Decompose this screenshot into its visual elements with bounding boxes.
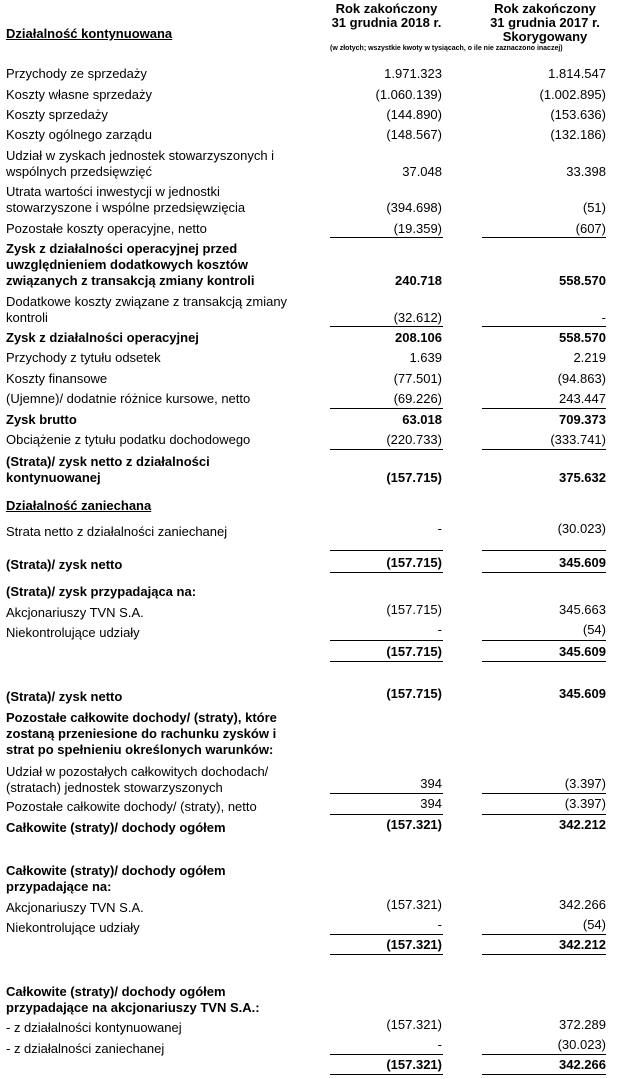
value-2018: 394 xyxy=(420,776,442,791)
value-2018: - xyxy=(437,521,442,536)
divider xyxy=(330,408,443,409)
value-2018: (69.226) xyxy=(393,391,442,406)
row-label: (Strata)/ zysk netto xyxy=(6,557,123,572)
divider xyxy=(330,814,443,815)
value-2017: 243.447 xyxy=(559,391,606,406)
divider xyxy=(330,661,443,662)
row-label: Dodatkowe koszty związane z transakcją zmiany xyxy=(6,294,288,309)
value-2017: (333.741) xyxy=(550,432,606,447)
header-line: Rok zakończony xyxy=(335,1,438,16)
divider xyxy=(482,326,606,327)
value-2018: 1.971.323 xyxy=(384,66,442,81)
value-2017: 342.266 xyxy=(559,897,606,912)
section-title: Działalność kontynuowana xyxy=(6,26,173,41)
header-line: 31 grudnia 2017 r. xyxy=(490,15,600,30)
row-label: Akcjonariuszy TVN S.A. xyxy=(6,605,144,620)
divider xyxy=(482,640,606,641)
row-label-cont: wspólnych przedsięwzięć xyxy=(6,164,152,179)
value-2017: (30.023) xyxy=(557,1037,606,1052)
value-2017: 33.398 xyxy=(566,164,606,179)
value-2018: (19.359) xyxy=(393,221,442,236)
divider xyxy=(330,449,443,450)
value-2018: - xyxy=(437,1037,442,1052)
row-label: Obciążenie z tytułu podatku dochodowego xyxy=(6,432,251,447)
row-label: Zysk z działalności operacyjnej xyxy=(6,330,199,345)
row-label-cont: (stratach) jednostek stowarzyszonych xyxy=(6,780,223,795)
value-2018: (1.060.139) xyxy=(375,87,442,102)
divider xyxy=(482,793,606,794)
value-2017: 1.814.547 xyxy=(548,66,606,81)
value-2017: (94.863) xyxy=(557,371,606,386)
row-label: (Strata)/ zysk netto z działalności xyxy=(6,454,210,469)
value-2018: 394 xyxy=(420,796,442,811)
divider xyxy=(482,572,606,573)
divider xyxy=(330,1054,443,1055)
divider xyxy=(482,954,606,955)
row-label: Akcjonariuszy TVN S.A. xyxy=(6,900,144,915)
value-2017: 2.219 xyxy=(573,350,606,365)
row-label: Zysk z działalności operacyjnej przed xyxy=(6,241,238,256)
row-label: (Ujemne)/ dodatnie różnice kursowe, netto xyxy=(6,391,251,406)
column-header-2018 xyxy=(330,2,443,30)
row-label: Koszty finansowe xyxy=(6,371,108,386)
divider xyxy=(330,793,443,794)
divider xyxy=(482,661,606,662)
row-label: Całkowite (straty)/ dochody ogółem xyxy=(6,863,226,878)
row-label-cont: kontynuowanej xyxy=(6,470,101,485)
row-label: (Strata)/ zysk netto xyxy=(6,689,123,704)
value-2018: (394.698) xyxy=(386,200,442,215)
row-label: Pozostałe całkowite dochody/ (straty), które xyxy=(6,710,277,725)
row-label: Udział w pozostałych całkowitych dochodach/ xyxy=(6,764,269,779)
value-2018: - xyxy=(437,622,442,637)
row-label: Udział w zyskach jednostek stowarzyszonych i xyxy=(6,148,275,163)
row-label: Pozostałe całkowite dochody/ (straty), netto xyxy=(6,799,257,814)
subtotal-2018: (157.715) xyxy=(386,644,442,659)
value-2017: 375.632 xyxy=(559,470,606,485)
row-label-cont: przypadające na: xyxy=(6,879,112,894)
row-label-cont: kontroli xyxy=(6,310,48,325)
subtotal-2017: 345.609 xyxy=(559,644,606,659)
divider xyxy=(330,550,443,551)
header-line: Rok zakończony xyxy=(494,1,596,16)
divider xyxy=(482,550,606,551)
value-2018: - xyxy=(437,917,442,932)
value-2018: (157.715) xyxy=(386,470,442,485)
row-label: (Strata)/ zysk przypadająca na: xyxy=(6,584,197,599)
value-2018: (157.715) xyxy=(386,686,442,701)
value-2017: (51) xyxy=(582,200,606,215)
column-header-2017 xyxy=(478,2,612,44)
value-2018: (77.501) xyxy=(393,371,442,386)
value-2018: 240.718 xyxy=(395,273,442,288)
value-2017: (1.002.895) xyxy=(539,87,606,102)
value-2018: 1.639 xyxy=(409,350,442,365)
header-line: Skorygowany xyxy=(502,29,588,44)
value-2018: (157.321) xyxy=(386,1017,442,1032)
value-2017: (3.397) xyxy=(564,796,606,811)
header-line: 31 grudnia 2018 r. xyxy=(331,15,442,30)
units-note: (w złotych; wszystkie kwoty w tysiącach, o ile nie zaznaczono inaczej) xyxy=(330,45,563,52)
value-2017: 345.609 xyxy=(559,555,606,570)
section-title: Działalność zaniechana xyxy=(6,498,152,513)
divider xyxy=(482,934,606,935)
row-label-cont: przypadające na akcjonariuszy TVN S.A.: xyxy=(6,1000,260,1015)
row-label: Koszty sprzedaży xyxy=(6,107,108,122)
row-label-cont: zostaną przeniesione do rachunku zysków i xyxy=(6,726,277,741)
value-2017: 345.609 xyxy=(559,686,606,701)
divider xyxy=(482,408,606,409)
divider xyxy=(482,1074,606,1075)
row-label: Przychody z tytułu odsetek xyxy=(6,350,161,365)
divider xyxy=(482,1054,606,1055)
divider xyxy=(330,934,443,935)
divider xyxy=(330,1074,443,1075)
value-2018: (157.715) xyxy=(386,602,442,617)
row-label-cont: związanych z transakcją zmiany kontroli xyxy=(6,273,255,288)
value-2017: (132.186) xyxy=(550,127,606,142)
value-2017: 558.570 xyxy=(559,330,606,345)
value-2018: (157.321) xyxy=(386,817,442,832)
value-2018: 63.018 xyxy=(402,412,442,427)
subtotal-2017: 342.212 xyxy=(559,937,606,952)
divider xyxy=(330,237,443,238)
row-label: Strata netto z działalności zaniechanej xyxy=(6,524,228,539)
row-label: Utrata wartości inwestycji w jednostki xyxy=(6,184,220,199)
row-label: Zysk brutto xyxy=(6,412,77,427)
divider xyxy=(482,449,606,450)
row-label: Koszty ogólnego zarządu xyxy=(6,127,152,142)
value-2017: 345.663 xyxy=(559,602,606,617)
value-2018: (157.715) xyxy=(386,555,442,570)
row-label: - z działalności kontynuowanej xyxy=(6,1020,182,1035)
subtotal-2017: 342.266 xyxy=(559,1057,606,1072)
value-2018: (144.890) xyxy=(386,107,442,122)
divider xyxy=(482,814,606,815)
value-2017: 709.373 xyxy=(559,412,606,427)
value-2018: 208.106 xyxy=(395,330,442,345)
value-2018: (32.612) xyxy=(393,310,442,325)
value-2017: (54) xyxy=(582,917,606,932)
divider xyxy=(482,237,606,238)
value-2018: (157.321) xyxy=(386,897,442,912)
value-2017: - xyxy=(601,310,606,325)
value-2017: (54) xyxy=(582,622,606,637)
value-2017: (153.636) xyxy=(550,107,606,122)
row-label: Przychody ze sprzedaży xyxy=(6,66,147,81)
value-2017: 558.570 xyxy=(559,273,606,288)
subtotal-2018: (157.321) xyxy=(386,937,442,952)
row-label: Całkowite (straty)/ dochody ogółem xyxy=(6,984,226,999)
row-label: Niekontrolujące udziały xyxy=(6,625,140,640)
divider xyxy=(330,640,443,641)
divider xyxy=(330,326,443,327)
value-2017: 372.289 xyxy=(559,1017,606,1032)
value-2017: (607) xyxy=(575,221,606,236)
row-label-cont: strat po spełnieniu określonych warunków: xyxy=(6,742,274,757)
row-label-cont: uwzględnieniem dodatkowych kosztów xyxy=(6,257,248,272)
value-2017: (3.397) xyxy=(564,776,606,791)
divider xyxy=(330,954,443,955)
subtotal-2018: (157.321) xyxy=(386,1057,442,1072)
row-label-cont: stowarzyszone i wspólne przedsięwzięcia xyxy=(6,200,246,215)
value-2017: 342.212 xyxy=(559,817,606,832)
row-label: Koszty własne sprzedaży xyxy=(6,87,152,102)
row-label: - z działalności zaniechanej xyxy=(6,1041,165,1056)
value-2018: (148.567) xyxy=(386,127,442,142)
row-label: Niekontrolujące udziały xyxy=(6,920,140,935)
value-2018: (220.733) xyxy=(386,432,442,447)
row-label: Całkowite (straty)/ dochody ogółem xyxy=(6,820,226,835)
row-label: Pozostałe koszty operacyjne, netto xyxy=(6,221,207,236)
divider xyxy=(330,572,443,573)
value-2018: 37.048 xyxy=(402,164,442,179)
value-2017: (30.023) xyxy=(557,521,606,536)
